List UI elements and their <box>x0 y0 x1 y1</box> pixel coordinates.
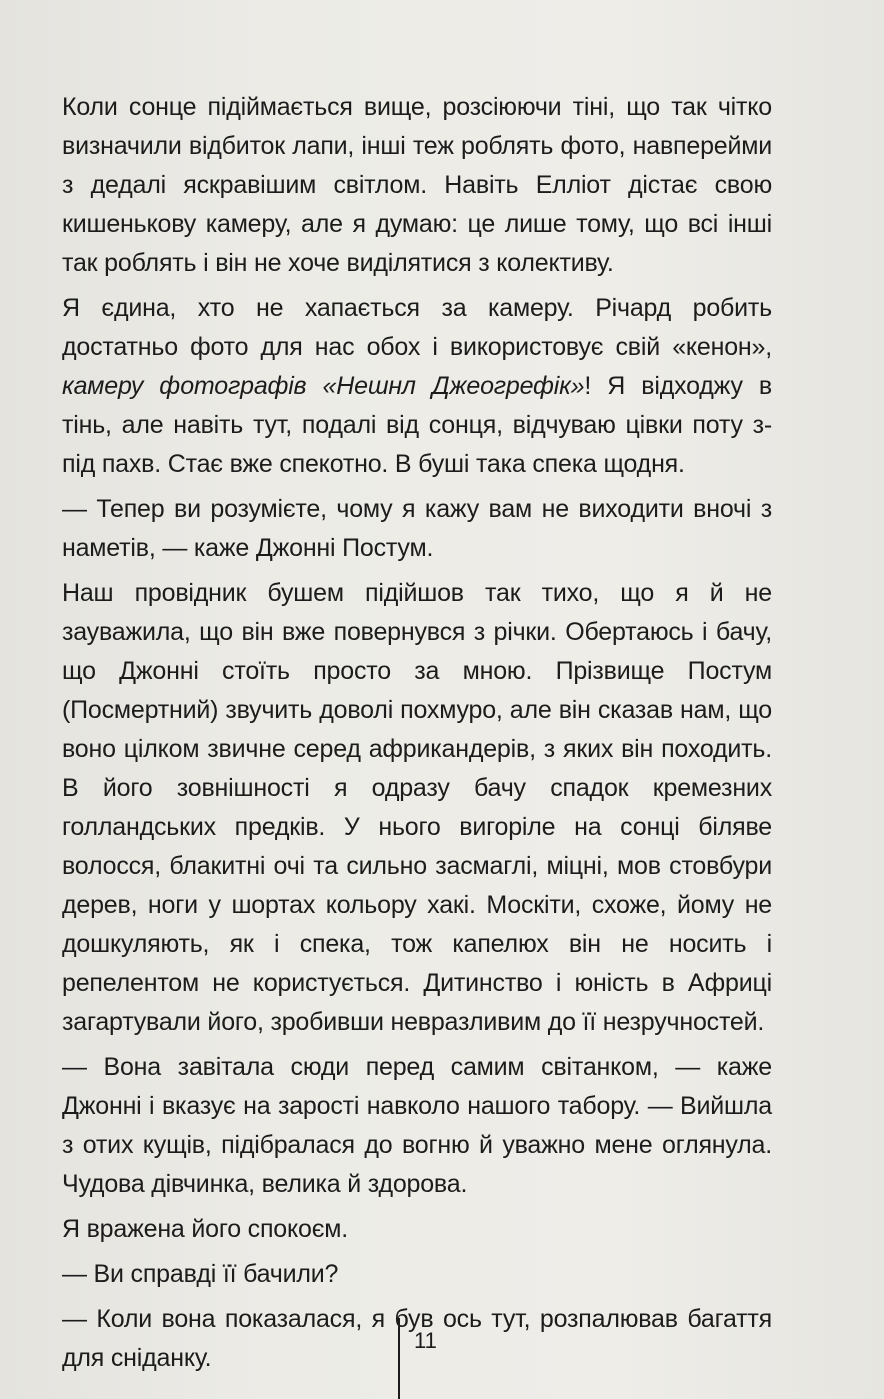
paragraph-2-text-after: ! Я відходжу в тінь, але навіть тут, подалі від сонця, відчуваю цівки поту з-під пахв. Стає вже спекотно. В буші така спека щодня. <box>62 372 772 478</box>
paragraph-6: Я вражена його спокоєм. <box>62 1215 349 1243</box>
paragraph-2-text-before: Я єдина, хто не хапається за камеру. Річард робить достатньо фото для нас обох і використовує свій «кенон», <box>62 294 772 361</box>
paragraph-2-italic-text: камеру фотографів «Нешнл Джеогрефік» <box>62 372 585 400</box>
paragraph-3: — Тепер ви розумієте, чому я кажу вам не виходити вночі з наметів, — каже Джонні Постум. <box>62 495 772 562</box>
paragraph-2 <box>62 289 772 484</box>
page-number: 11 <box>414 1328 437 1353</box>
paragraph-1: Коли сонце підіймається вище, розсіюючи тіні, що так чітко визначили відбиток лапи, інші теж роблять фото, навперейми з дедалі яскравішим світлом. Навіть Елліот дістає свою кишенькову камеру, але я думаю: це лише тому, що всі інші так роблять і він не хоче виділятися з колективу. <box>62 93 772 277</box>
paragraph-8: — Коли вона показалася, я був ось тут, розпалював багаття для сніданку. <box>62 1305 772 1372</box>
paragraph-5: — Вона завітала сюди перед самим світанком, — каже Джонні і вказує на зарості навколо нашого табору. — Вийшла з отих кущів, підібралася до вогню й уважно мене оглянула. Чудова дівчинка, велика й здорова. <box>62 1053 772 1198</box>
page-number-rule <box>398 1318 437 1399</box>
body-text <box>62 88 772 1378</box>
paragraph-4: Наш провідник бушем підійшов так тихо, що я й не зауважила, що він вже повернувся з річки. Обертаюсь і бачу, що Джонні стоїть просто за мною. Прізвище Постум (Посмертний) звучить доволі похмуро, але він сказав нам, що воно цілком звичне серед африкандерів, з яких він походить. В його зовнішності я одразу бачу спадок кремезних голландських предків. У нього вигоріле на сонці біляве волосся, блакитні очі та сильно засмаглі, міцні, мов стовбури дерев, ноги у шортах кольору хакі. Москіти, схоже, йому не дошкуляють, як і спека, тож капелюх він не носить і репелентом не користується. Дитинство і юність в Африці загартували його, зробивши невразливим до її незручностей. <box>62 579 772 1036</box>
paragraph-7: — Ви справді її бачили? <box>62 1260 339 1288</box>
